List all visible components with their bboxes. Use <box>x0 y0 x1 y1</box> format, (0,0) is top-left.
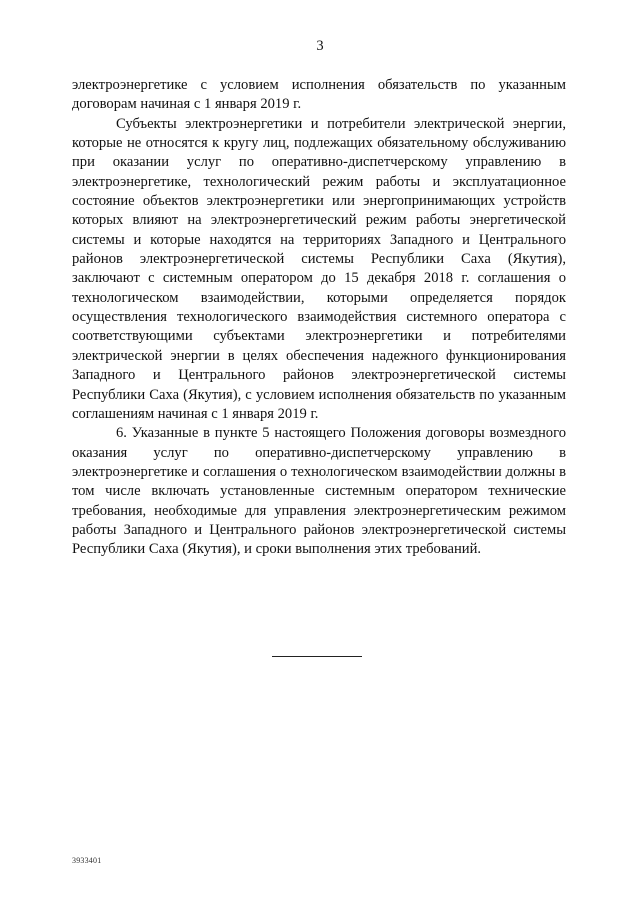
paragraph-subjects-agreements: Субъекты электроэнергетики и потребители электрической энергии, которые не относятся к кругу лиц, подлежащих обязательному обслуживанию при оказании услуг по оперативно-диспетчерскому управлению в электроэнергетике, технологический режим работы и эксплуатационное состояние объектов электроэнергетики или энергопринимающих устройств которых влияют на электроэнергетический режим работы энергетической системы и которые находятся на территориях Западного и Центрального районов электроэнергетической системы Республики Саха (Якутия), заключают с системным оператором до 15 декабря 2018 г. соглашения о технологическом взаимодействии, которыми определяется порядок осуществления технологического взаимодействия системного оператора с соответствующими субъектами электроэнергетики и потребителями электрической энергии в целях обеспечения надежного функционирования Западного и Центрального районов электроэнергетической системы Республики Саха (Якутия), с условием исполнения обязательств по указанным соглашениям начиная с 1 января 2019 г. <box>72 115 566 422</box>
document-body <box>72 76 566 560</box>
page-number: 3 <box>316 38 324 54</box>
paragraph-item-6: 6. Указанные в пункте 5 настоящего Положения договоры возмездного оказания услуг по оперативно-диспетчерскому управлению в электроэнергетике и соглашения о технологическом взаимодействии должны в том числе включать установленные системным оператором технические требования, необходимые для управления электроэнергетическим режимом работы Западного и Центрального районов электроэнергетической системы Республики Саха (Якутия), и сроки выполнения этих требований. <box>72 425 566 558</box>
document-code: 3933401 <box>72 856 102 865</box>
end-separator-line <box>272 656 362 657</box>
paragraph-continuation: электроэнергетике с условием исполнения обязательств по указанным договорам начиная с 1 января 2019 г. <box>72 77 566 113</box>
